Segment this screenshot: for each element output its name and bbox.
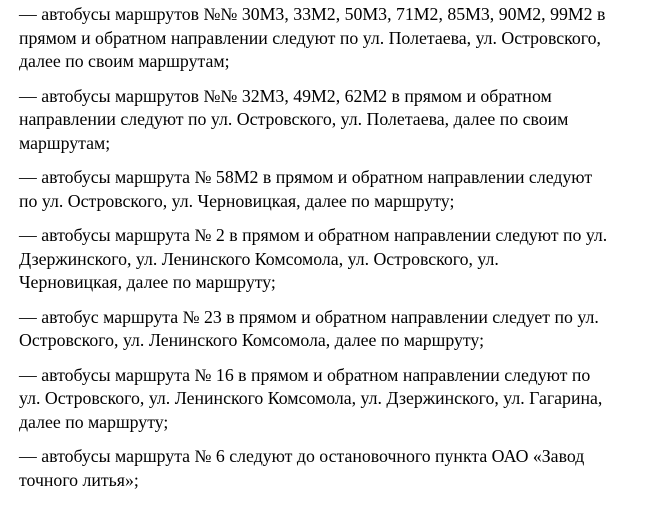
route-paragraph-2: — автобусы маршрутов №№ 32М3, 49М2, 62М2 в прямом и обратном направлении следуют по ул. Островского, ул. Полетаева, далее по своим маршрутам; [19, 85, 569, 153]
route-paragraph-3: — автобусы маршрута № 58М2 в прямом и обратном направлении следуют по ул. Островского, ул. Черновицкая, далее по маршруту; [19, 167, 593, 211]
route-paragraph-1: — автобусы маршрутов №№ 30М3, 33М2, 50М3, 71М2, 85М3, 90М2, 99М2 в прямом и обратном направлении следуют по ул. Полетаева, ул. Островского, далее по своим маршрутам; [19, 4, 606, 71]
route-paragraph-5: — автобус маршрута № 23 в прямом и обратном направлении следует по ул. Островского, ул. Ленинского Комсомола, далее по маршруту; [19, 306, 599, 350]
route-paragraph-6: — автобусы маршрута № 16 в прямом и обратном направлении следуют по ул. Островского, ул. Ленинского Комсомола, ул. Дзержинского, ул. Гагарина, далее по маршруту; [19, 364, 603, 432]
route-paragraph-7: — автобусы маршрута № 6 следуют до остановочного пункта ОАО «Завод точного литья»; [19, 446, 585, 490]
route-paragraph-4: — автобусы маршрута № 2 в прямом и обратном направлении следуют по ул. Дзержинского, ул. Ленинского Комсомола, ул. Островского, ул. Черновицкая, далее по маршруту; [19, 225, 608, 292]
